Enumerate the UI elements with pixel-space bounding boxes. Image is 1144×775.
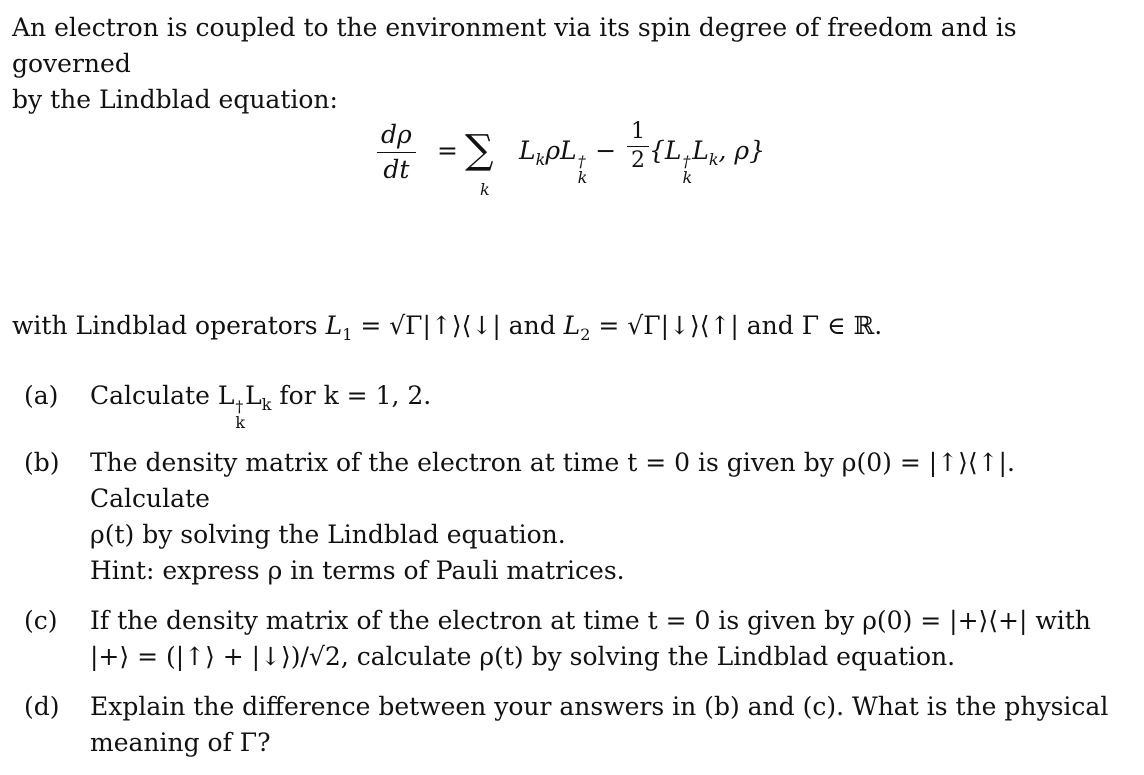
anticomm-open: {L bbox=[649, 136, 682, 165]
anticomm-k: k bbox=[682, 168, 693, 187]
intro-text bbox=[12, 10, 1124, 118]
qa-k: k bbox=[235, 413, 246, 432]
qd-line-2: meaning of Γ? bbox=[90, 728, 271, 757]
question-text bbox=[90, 378, 1124, 431]
qc-line-2: |+⟩ = (|↑⟩ + |↓⟩)/√2, calculate ρ(t) by solving the Lindblad equation. bbox=[90, 642, 956, 671]
L1: L bbox=[325, 311, 343, 340]
half-den: 2 bbox=[631, 148, 645, 173]
lindblad-equation bbox=[377, 118, 766, 228]
equals-sign: = bbox=[437, 136, 458, 165]
question-c bbox=[12, 603, 1124, 675]
qa-rest: for k = 1, 2. bbox=[271, 381, 432, 410]
qb-hint: Hint: express ρ in terms of Pauli matrices. bbox=[90, 556, 625, 585]
anticomm-sub-k: k bbox=[708, 150, 719, 169]
qb-line-1: The density matrix of the electron at time t = 0 is given by ρ(0) = |↑⟩⟨↑|. Calculate bbox=[90, 448, 1015, 513]
L-term: L bbox=[519, 136, 536, 165]
rho: ρ bbox=[545, 136, 561, 165]
question-label: (b) bbox=[24, 448, 60, 477]
problem-page bbox=[12, 10, 1124, 775]
question-d bbox=[12, 689, 1124, 761]
question-text bbox=[90, 689, 1124, 761]
dagger-k bbox=[578, 154, 588, 186]
qa-sub-k: k bbox=[261, 395, 272, 414]
drho: dρ bbox=[377, 118, 416, 153]
question-label: (a) bbox=[24, 381, 59, 410]
half-num: 1 bbox=[627, 118, 649, 147]
question-text bbox=[90, 603, 1124, 675]
qa-text: Calculate L bbox=[90, 381, 235, 410]
question-a bbox=[12, 378, 1124, 431]
intro-line-1: An electron is coupled to the environment via its spin degree of freedom and is governed bbox=[12, 13, 1017, 78]
anticommutator bbox=[649, 136, 765, 186]
L1-sub: 1 bbox=[342, 325, 353, 344]
dagger: † bbox=[577, 152, 586, 171]
qa-dagger: † bbox=[235, 397, 244, 416]
k-sub: k bbox=[577, 168, 588, 187]
drho-dt-fraction bbox=[377, 118, 416, 187]
operators-prefix: with Lindblad operators bbox=[12, 311, 326, 340]
sum-symbol: ∑ bbox=[465, 127, 494, 173]
L2-definition: = √Γ|↓⟩⟨↑| and Γ ∈ ℝ. bbox=[590, 311, 883, 340]
anticomm-close: , ρ} bbox=[718, 136, 766, 165]
qd-line-1: Explain the difference between your answers in (b) and (c). What is the physical bbox=[90, 692, 1109, 721]
qc-line-1: If the density matrix of the electron at time t = 0 is given by ρ(0) = |+⟩⟨+| with bbox=[90, 606, 1091, 635]
L2-sub: 2 bbox=[580, 325, 591, 344]
anticomm-dagger-k bbox=[683, 154, 693, 186]
question-list bbox=[12, 378, 1124, 761]
anticomm-L: L bbox=[692, 136, 709, 165]
operators-line bbox=[12, 308, 1124, 353]
qa-dagger-k bbox=[235, 399, 245, 431]
L-sub: k bbox=[535, 150, 546, 169]
sum-index: k bbox=[480, 180, 490, 199]
dt: dt bbox=[383, 155, 410, 184]
L-dagger-term: L bbox=[560, 136, 577, 165]
question-text bbox=[90, 445, 1124, 589]
qa-L: L bbox=[245, 381, 262, 410]
question-label: (d) bbox=[24, 692, 60, 721]
L1-definition: = √Γ|↑⟩⟨↓| and bbox=[352, 311, 564, 340]
equation-terms bbox=[519, 136, 616, 186]
qb-line-2: ρ(t) by solving the Lindblad equation. bbox=[90, 520, 566, 549]
anticomm-dagger: † bbox=[682, 152, 691, 171]
question-b bbox=[12, 445, 1124, 589]
L2: L bbox=[563, 311, 581, 340]
half-fraction bbox=[627, 118, 649, 175]
minus-sign: − bbox=[595, 136, 617, 165]
question-label: (c) bbox=[24, 606, 58, 635]
intro-line-2: by the Lindblad equation: bbox=[12, 85, 338, 114]
